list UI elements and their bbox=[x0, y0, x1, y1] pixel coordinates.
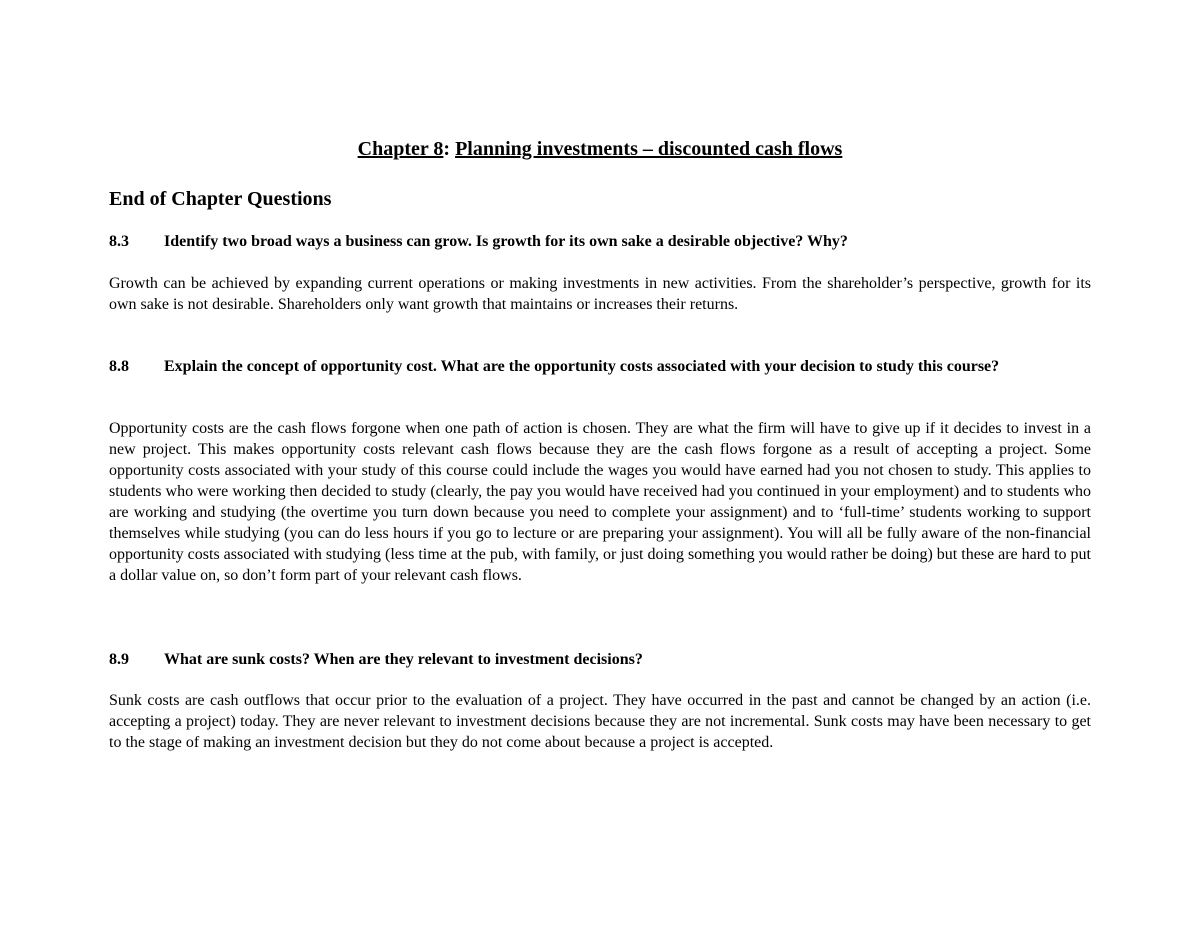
question-text: Explain the concept of opportunity cost. What are the opportunity costs associated with your decision to study this course? bbox=[164, 358, 1000, 375]
answer-8-3: Growth can be achieved by expanding current operations or making investments in new activities. From the shareholder’s perspective, growth for its own sake is not desirable. Shareholders only want growth that maintains or increases their returns. bbox=[109, 275, 1091, 313]
chapter-label: Chapter 8 bbox=[357, 138, 444, 160]
question-8-8 bbox=[109, 357, 1091, 377]
question-number: 8.9 bbox=[109, 651, 129, 668]
question-number: 8.3 bbox=[109, 233, 129, 250]
question-number: 8.8 bbox=[109, 358, 129, 375]
section-heading: End of Chapter Questions bbox=[109, 188, 332, 210]
chapter-title-separator: : bbox=[443, 138, 456, 160]
answer-8-9: Sunk costs are cash outflows that occur prior to the evaluation of a project. They have occurred in the past and cannot be changed by an action (i.e. accepting a project) today. They are never relevant to investment decisions because they are not incremental. Sunk costs may have been necessary to get to the stage of making an investment decision but they do not come about because a project is accepted. bbox=[109, 692, 1091, 751]
question-text: Identify two broad ways a business can grow. Is growth for its own sake a desirable objective? Why? bbox=[164, 233, 848, 250]
chapter-name: Planning investments – discounted cash flows bbox=[455, 138, 843, 160]
chapter-title bbox=[0, 137, 1200, 161]
question-text: What are sunk costs? When are they relevant to investment decisions? bbox=[164, 651, 643, 668]
question-8-3 bbox=[109, 232, 1091, 252]
question-8-9 bbox=[109, 650, 1091, 670]
answer-8-8: Opportunity costs are the cash flows forgone when one path of action is chosen. They are what the firm will have to give up if it decides to invest in a new project. This makes opportunity costs relevant cash flows because they are the cash flows forgone as a result of accepting a project. Some opportunity costs associated with your study of this course could include the wages you would have earned had you not chosen to study. This applies to students who were working then decided to study (clearly, the pay you would have received had you continued in your employment) and to students who are working and studying (the overtime you turn down because you need to complete your assignment) and to ‘full-time’ students working to support themselves while studying (you can do less hours if you go to lecture or are preparing your assignment). You will all be fully aware of the non-financial opportunity costs associated with studying (less time at the pub, with family, or just doing something you would rather be doing) but these are hard to put a dollar value on, so don’t form part of your relevant cash flows. bbox=[109, 420, 1091, 584]
